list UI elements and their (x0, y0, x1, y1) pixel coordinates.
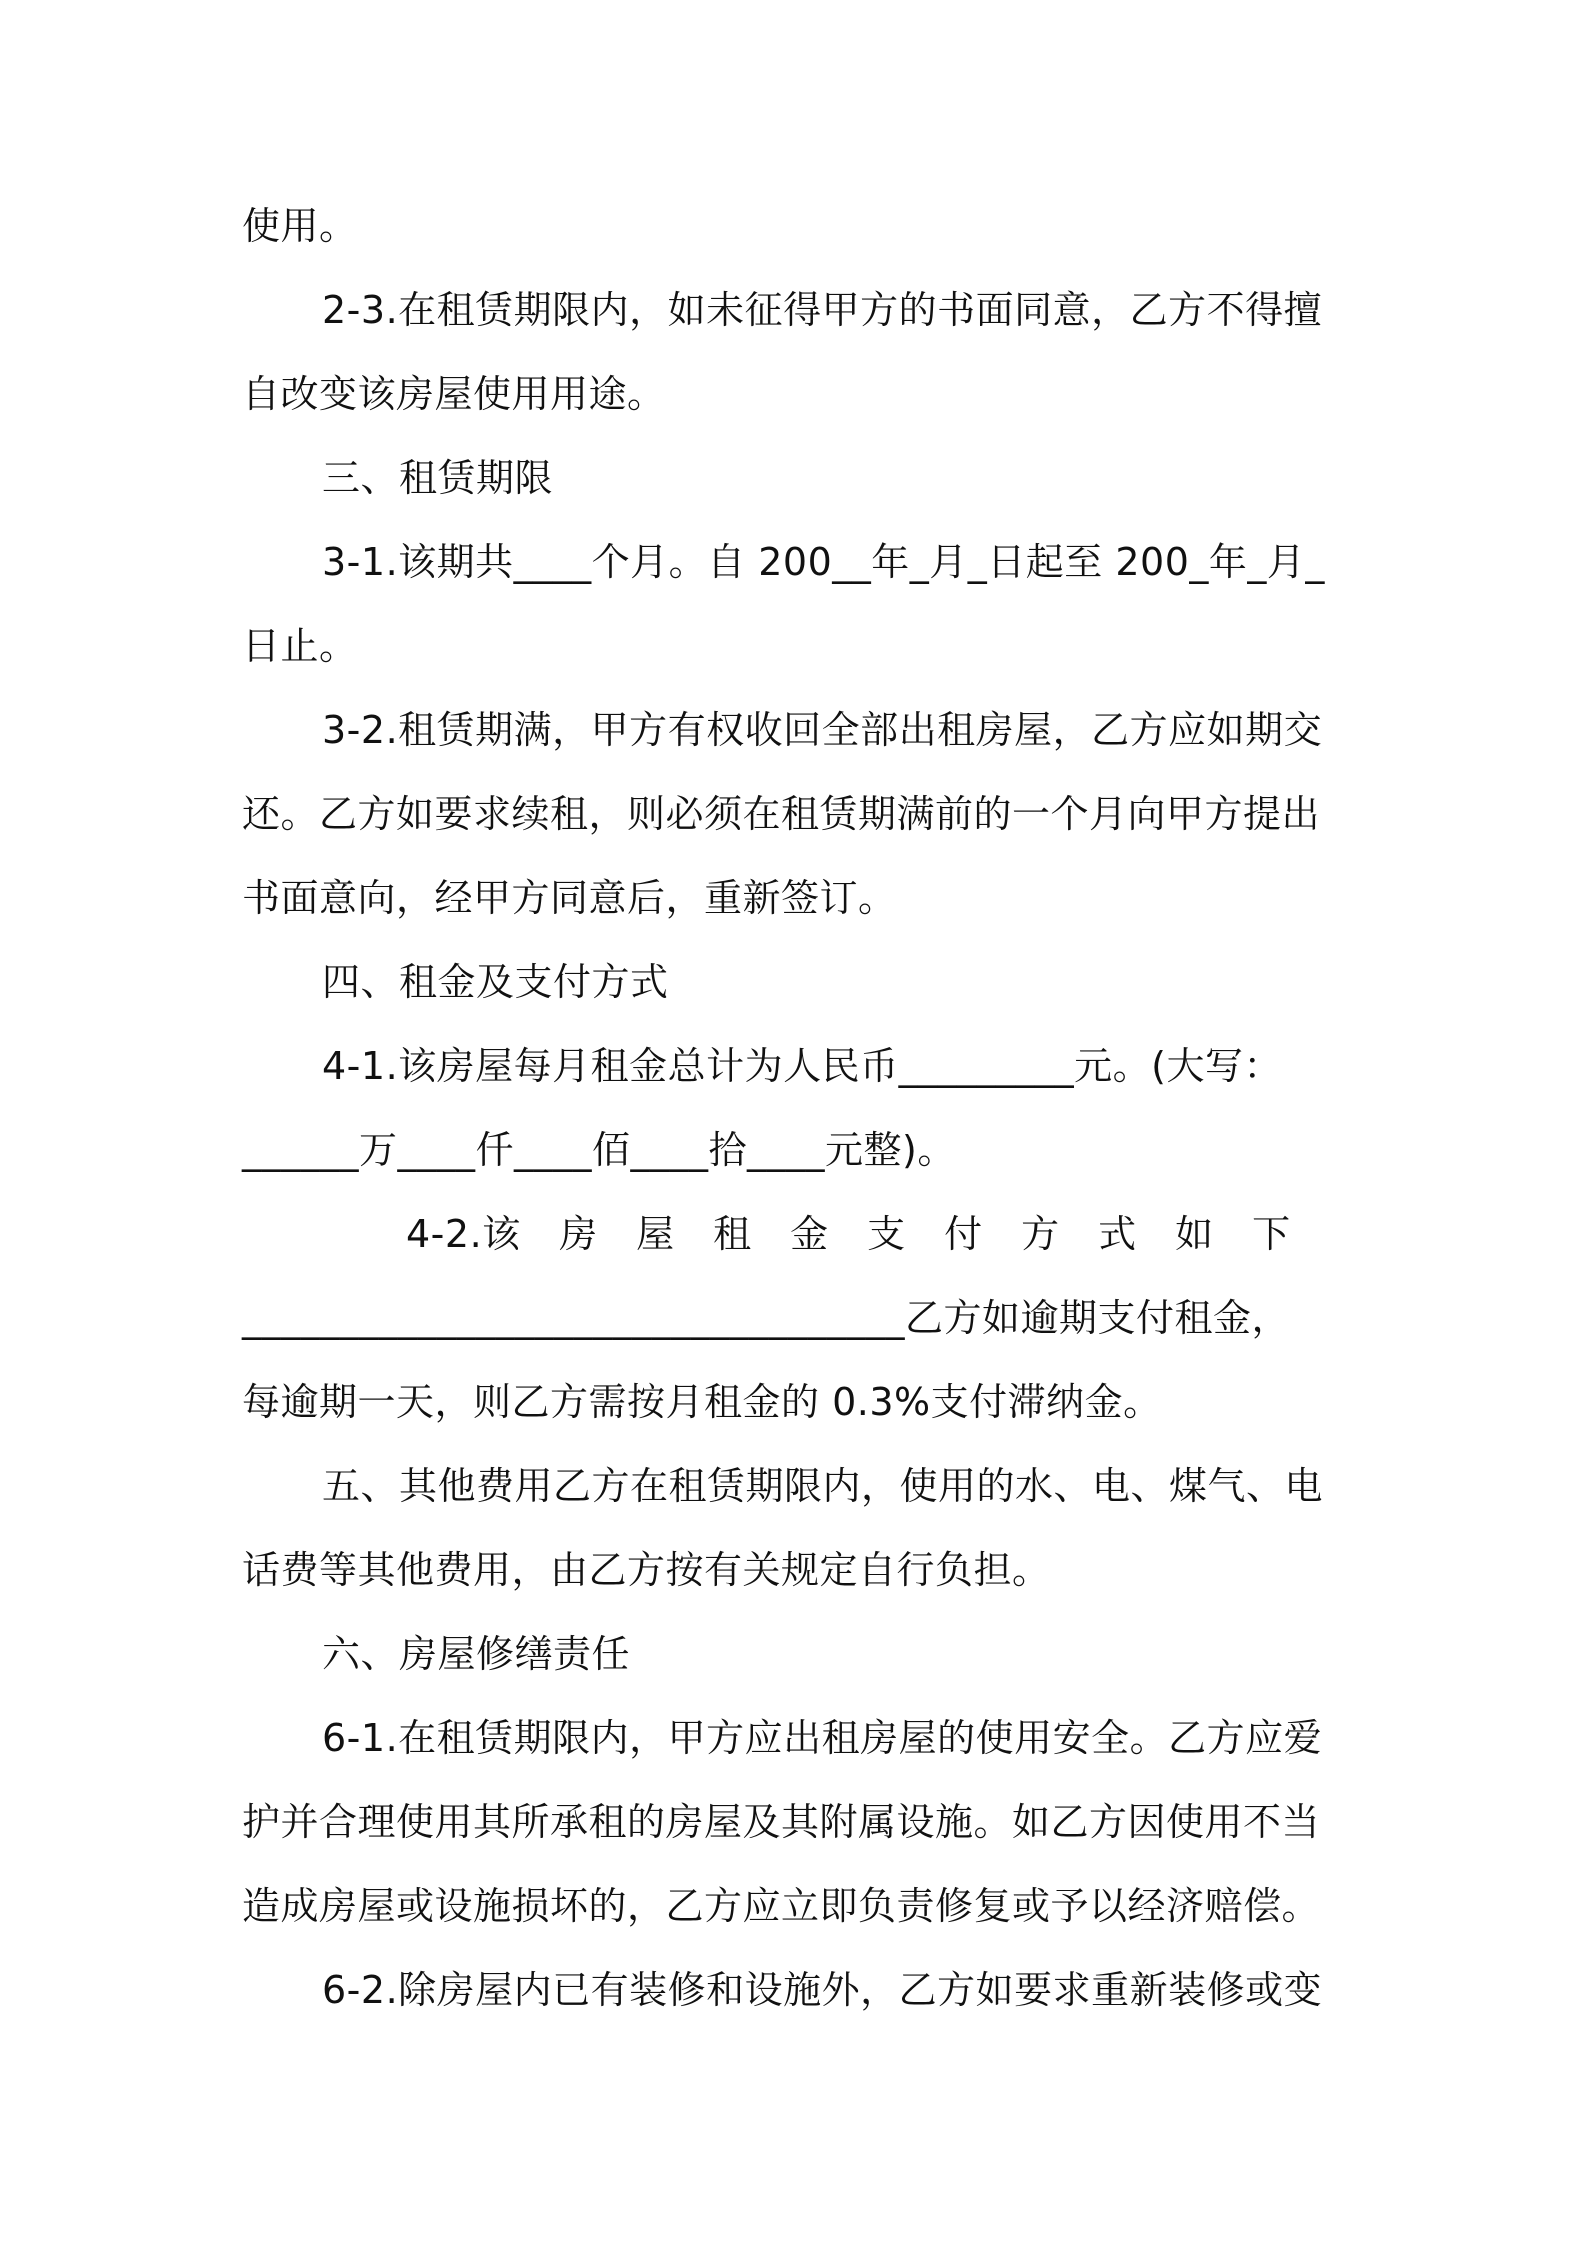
clause-4-2: 4-2.该 房 屋 租 金 支 付 方 式 如 下 (406, 1212, 1291, 1256)
text-line: 护并合理使用其所承租的房屋及其附属设施。如乙方因使用不当 (242, 1800, 1321, 1844)
section-heading-4: 四、租金及支付方式 (322, 960, 669, 1004)
text-line: 日止。 (242, 624, 358, 668)
text-line: ______万____仟____佰____拾____元整)。 (242, 1128, 956, 1172)
clause-6-1: 6-1.在租赁期限内，甲方应出租房屋的使用安全。乙方应爱 (322, 1716, 1323, 1760)
text-line: 话费等其他费用，由乙方按有关规定自行负担。 (242, 1548, 1051, 1592)
clause-3-2: 3-2.租赁期满，甲方有权收回全部出租房屋，乙方应如期交 (322, 708, 1323, 752)
clause-6-2: 6-2.除房屋内已有装修和设施外，乙方如要求重新装修或变 (322, 1968, 1323, 2012)
clause-2-3: 2-3.在租赁期限内，如未征得甲方的书面同意，乙方不得擅 (322, 288, 1323, 332)
section-heading-3: 三、租赁期限 (322, 456, 554, 500)
clause-3-1: 3-1.该期共____个月。自 200__年_月_日起至 200_年_月_ (322, 540, 1325, 584)
text-line: 每逾期一天，则乙方需按月租金的 0.3%支付滞纳金。 (242, 1380, 1162, 1424)
section-heading-6: 六、房屋修缮责任 (322, 1632, 631, 1676)
text-line: 书面意向，经甲方同意后，重新签订。 (242, 876, 897, 920)
text-line: __________________________________乙方如逾期支付租金， (242, 1296, 1291, 1340)
text-line: 使用。 (242, 204, 358, 248)
text-line: 自改变该房屋使用用途。 (242, 372, 666, 416)
text-line: 还。乙方如要求续租，则必须在租赁期满前的一个月向甲方提出 (242, 792, 1321, 836)
section-heading-5: 五、其他费用乙方在租赁期限内，使用的水、电、煤气、电 (322, 1464, 1324, 1508)
text-line: 造成房屋或设施损坏的，乙方应立即负责修复或予以经济赔偿。 (242, 1884, 1321, 1928)
clause-4-1: 4-1.该房屋每月租金总计为人民币_________元。(大写： (322, 1044, 1282, 1088)
